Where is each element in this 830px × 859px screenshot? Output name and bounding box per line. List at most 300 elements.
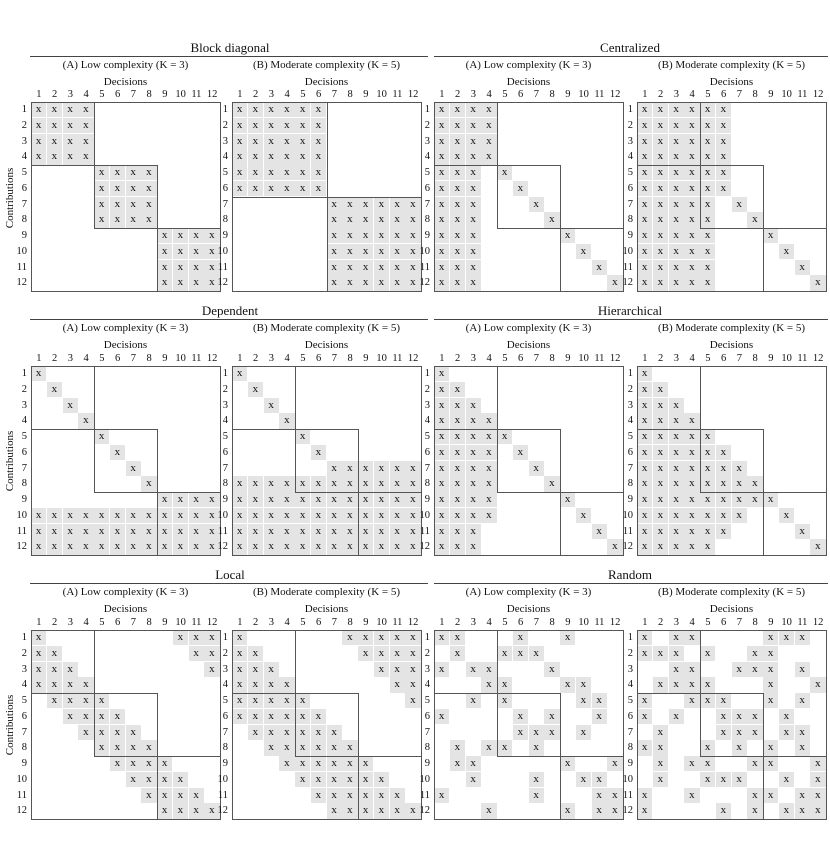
matrix-cell-x: x <box>466 228 481 243</box>
matrix-cell-x: x <box>141 524 156 539</box>
diagonal-block <box>434 102 498 166</box>
column-number: 11 <box>797 617 808 628</box>
matrix-cell-x: x <box>110 709 125 724</box>
column-number: 8 <box>146 89 152 100</box>
column-number: 3 <box>673 353 679 364</box>
matrix-cell-x: x <box>653 677 668 692</box>
column-number: 3 <box>67 353 73 364</box>
matrix-cell-x: x <box>390 461 405 476</box>
matrix-cell-x: x <box>684 788 699 803</box>
matrix-cell-x: x <box>434 197 449 212</box>
matrix-cell-x: x <box>466 476 481 491</box>
column-number: 4 <box>83 617 89 628</box>
column-number: 11 <box>797 89 808 100</box>
column-number: 11 <box>191 617 202 628</box>
matrix-cell-x: x <box>31 630 46 645</box>
matrix-cell-x: x <box>810 772 825 787</box>
matrix-cell-x: x <box>669 709 684 724</box>
matrix-cell-x: x <box>78 693 93 708</box>
matrix-cell-x: x <box>763 788 778 803</box>
row-number: 1 <box>627 104 633 115</box>
matrix-cell-x: x <box>637 228 652 243</box>
matrix-cell-x: x <box>434 134 449 149</box>
matrix-cell-x: x <box>434 429 449 444</box>
matrix-cell-x: x <box>173 630 188 645</box>
matrix-cell-x: x <box>405 476 420 491</box>
row-number: 4 <box>424 679 430 691</box>
matrix-cell-x: x <box>560 756 575 771</box>
group-title-dependent: Dependent <box>201 303 259 318</box>
matrix-cell-x: x <box>795 788 810 803</box>
matrix-cell-x: x <box>173 508 188 523</box>
matrix-cell-x: x <box>173 260 188 275</box>
diagonal-block <box>560 228 624 292</box>
matrix-cell-x: x <box>637 740 652 755</box>
matrix-cell-x: x <box>279 118 294 133</box>
column-number: 7 <box>533 89 539 100</box>
matrix-cell-x: x <box>47 508 62 523</box>
matrix-cell-x: x <box>700 165 715 180</box>
column-number: 9 <box>363 617 369 628</box>
matrix-cell-x: x <box>390 646 405 661</box>
matrix-cell-x: x <box>607 275 622 290</box>
matrix-cell-x: x <box>795 630 810 645</box>
column-number: 6 <box>721 617 727 628</box>
row-number: 9 <box>627 494 633 505</box>
matrix-cell-x: x <box>481 134 496 149</box>
row-number: 2 <box>424 119 430 131</box>
matrix-cell-x: x <box>248 646 263 661</box>
matrix-cell-x: x <box>264 539 279 554</box>
group-title-hierarchical: Hierarchical <box>597 303 663 318</box>
row-number: 10 <box>217 245 228 257</box>
matrix-cell-x: x <box>204 630 219 645</box>
matrix-cell-x: x <box>374 508 389 523</box>
matrix-cell-x: x <box>189 630 204 645</box>
column-number: 11 <box>392 353 403 364</box>
matrix-cell-x: x <box>592 524 607 539</box>
column-number: 2 <box>253 617 259 628</box>
matrix-cell-x: x <box>157 508 172 523</box>
row-number: 2 <box>222 383 228 395</box>
row-number: 8 <box>222 214 228 226</box>
matrix-cell-x: x <box>374 524 389 539</box>
column-number: 1 <box>237 353 243 364</box>
diagonal-block <box>232 630 296 694</box>
matrix-cell-x: x <box>747 212 762 227</box>
diagonal-block <box>358 492 422 556</box>
matrix-cell-x: x <box>157 539 172 554</box>
matrix-cell-x: x <box>810 677 825 692</box>
matrix-cell-x: x <box>390 212 405 227</box>
diagonal-block <box>232 102 328 198</box>
matrix-cell-x: x <box>63 693 78 708</box>
diagonal-block <box>94 429 158 493</box>
matrix-cell-x: x <box>450 508 465 523</box>
matrix-cell-x: x <box>63 709 78 724</box>
row-number: 12 <box>16 805 27 817</box>
matrix-cell-x: x <box>126 725 141 740</box>
matrix-cell-x: x <box>405 693 420 708</box>
matrix-cell-x: x <box>450 149 465 164</box>
row-number: 1 <box>222 104 228 115</box>
column-number: 5 <box>502 353 508 364</box>
matrix-cell-x: x <box>295 740 310 755</box>
matrix-cell-x: x <box>157 260 172 275</box>
matrix-cell-x: x <box>390 476 405 491</box>
matrix-cell-x: x <box>204 244 219 259</box>
column-number: 12 <box>609 89 621 100</box>
row-number: 6 <box>627 446 633 458</box>
matrix-cell-x: x <box>747 646 762 661</box>
matrix-cell-x: x <box>450 260 465 275</box>
matrix-cell-x: x <box>779 508 794 523</box>
matrix-cell-x: x <box>669 197 684 212</box>
row-number: 5 <box>424 695 430 706</box>
column-number: 8 <box>752 89 758 100</box>
matrix-cell-x: x <box>637 508 652 523</box>
matrix-cell-x: x <box>653 382 668 397</box>
matrix-cell-x: x <box>450 413 465 428</box>
row-number: 10 <box>622 773 633 785</box>
matrix-cell-x: x <box>637 461 652 476</box>
matrix-cell-x: x <box>248 181 263 196</box>
matrix-cell-x: x <box>700 445 715 460</box>
matrix-cell-x: x <box>481 413 496 428</box>
matrix-cell-x: x <box>189 275 204 290</box>
matrix-cell-x: x <box>173 539 188 554</box>
matrix-cell-x: x <box>63 398 78 413</box>
diagonal-block <box>434 366 498 430</box>
matrix-cell-x: x <box>390 788 405 803</box>
matrix-cell-x: x <box>653 413 668 428</box>
row-number: 10 <box>622 509 633 521</box>
matrix-cell-x: x <box>716 149 731 164</box>
row-number: 10 <box>217 773 228 785</box>
matrix-cell-x: x <box>232 492 247 507</box>
column-number: 8 <box>752 617 758 628</box>
matrix-cell-x: x <box>795 662 810 677</box>
row-number: 11 <box>419 261 430 273</box>
column-number: 3 <box>470 89 476 100</box>
matrix-cell-x: x <box>47 149 62 164</box>
matrix-cell-x: x <box>311 134 326 149</box>
matrix-cell-x: x <box>232 646 247 661</box>
matrix-cell-x: x <box>78 677 93 692</box>
matrix-cell-x: x <box>576 677 591 692</box>
matrix-cell-x: x <box>279 181 294 196</box>
matrix-cell-x: x <box>669 165 684 180</box>
row-number: 3 <box>222 663 228 675</box>
matrix-cell-x: x <box>653 118 668 133</box>
matrix-cell-x: x <box>637 539 652 554</box>
row-number: 9 <box>222 230 228 241</box>
matrix-cell-x: x <box>700 461 715 476</box>
diagonal-block <box>637 366 701 430</box>
matrix-cell-x: x <box>47 677 62 692</box>
diagonal-block <box>232 366 296 430</box>
matrix-cell-x: x <box>700 118 715 133</box>
x-axis-label-decisions: Decisions <box>304 603 349 615</box>
matrix-cell-x: x <box>637 788 652 803</box>
matrix-cell-x: x <box>94 539 109 554</box>
matrix-cell-x: x <box>653 740 668 755</box>
matrix-cell-x: x <box>434 102 449 117</box>
matrix-cell-x: x <box>434 413 449 428</box>
matrix-cell-x: x <box>110 740 125 755</box>
matrix-cell-x: x <box>810 539 825 554</box>
matrix-cell-x: x <box>248 677 263 692</box>
matrix-cell-x: x <box>232 134 247 149</box>
matrix-cell-x: x <box>700 508 715 523</box>
matrix-cell-x: x <box>264 181 279 196</box>
matrix-cell-x: x <box>466 461 481 476</box>
matrix-cell-x: x <box>529 725 544 740</box>
matrix-cell-x: x <box>732 492 747 507</box>
matrix-cell-x: x <box>669 134 684 149</box>
matrix-cell-x: x <box>358 630 373 645</box>
column-number: 2 <box>52 353 58 364</box>
matrix-cell-x: x <box>684 149 699 164</box>
matrix-cell-x: x <box>232 677 247 692</box>
column-number: 7 <box>331 617 337 628</box>
column-number: 5 <box>705 89 711 100</box>
matrix-cell-x: x <box>637 118 652 133</box>
matrix-cell-x: x <box>189 508 204 523</box>
row-number: 6 <box>424 710 430 722</box>
row-number: 1 <box>627 632 633 643</box>
matrix-cell-x: x <box>529 740 544 755</box>
matrix-cell-x: x <box>342 228 357 243</box>
matrix-cell-x: x <box>248 134 263 149</box>
matrix-cell-x: x <box>31 662 46 677</box>
matrix-cell-x: x <box>279 756 294 771</box>
x-axis-label-decisions: Decisions <box>304 76 349 88</box>
matrix-cell-x: x <box>390 197 405 212</box>
matrix-cell-x: x <box>110 181 125 196</box>
matrix-cell-x: x <box>390 275 405 290</box>
matrix-cell-x: x <box>434 539 449 554</box>
matrix-cell-x: x <box>358 508 373 523</box>
column-number: 3 <box>470 353 476 364</box>
matrix-cell-x: x <box>295 476 310 491</box>
row-number: 9 <box>424 230 430 241</box>
matrix-cell-x: x <box>94 165 109 180</box>
row-number: 5 <box>21 167 27 178</box>
matrix-cell-x: x <box>513 709 528 724</box>
matrix-cell-x: x <box>374 772 389 787</box>
column-number: 3 <box>673 89 679 100</box>
panel-title: (B) Moderate complexity (K = 5) <box>252 586 401 598</box>
matrix-cell-x: x <box>31 102 46 117</box>
matrix-cell-x: x <box>295 134 310 149</box>
matrix-cell-x: x <box>684 260 699 275</box>
row-number: 4 <box>222 415 228 427</box>
matrix-cell-x: x <box>311 492 326 507</box>
row-number: 2 <box>627 383 633 395</box>
matrix-cell-x: x <box>173 492 188 507</box>
matrix-cell-x: x <box>653 165 668 180</box>
matrix-cell-x: x <box>716 772 731 787</box>
column-number: 9 <box>565 617 571 628</box>
matrix-cell-x: x <box>232 630 247 645</box>
matrix-cell-x: x <box>374 244 389 259</box>
matrix-cell-x: x <box>279 508 294 523</box>
matrix-cell-x: x <box>716 445 731 460</box>
matrix-cell-x: x <box>763 662 778 677</box>
column-number: 12 <box>407 89 419 100</box>
matrix-cell-x: x <box>358 772 373 787</box>
matrix-cell-x: x <box>390 508 405 523</box>
matrix-cell-x: x <box>653 492 668 507</box>
matrix-cell-x: x <box>342 275 357 290</box>
matrix-cell-x: x <box>204 228 219 243</box>
matrix-cell-x: x <box>232 539 247 554</box>
column-number: 1 <box>237 617 243 628</box>
column-number: 5 <box>99 89 105 100</box>
matrix-cell-x: x <box>63 524 78 539</box>
matrix-cell-x: x <box>529 197 544 212</box>
row-number: 8 <box>222 742 228 754</box>
matrix-cell-x: x <box>390 539 405 554</box>
matrix-cell-x: x <box>157 492 172 507</box>
row-number: 3 <box>627 663 633 675</box>
matrix-cell-x: x <box>63 539 78 554</box>
matrix-cell-x: x <box>31 118 46 133</box>
matrix-cell-x: x <box>327 260 342 275</box>
matrix-cell-x: x <box>232 366 247 381</box>
matrix-cell-x: x <box>684 630 699 645</box>
row-number: 5 <box>424 431 430 442</box>
column-number: 12 <box>206 89 218 100</box>
matrix-cell-x: x <box>684 492 699 507</box>
matrix-cell-x: x <box>141 212 156 227</box>
diagonal-block <box>560 492 624 556</box>
matrix-cell-x: x <box>653 539 668 554</box>
matrix-cell-x: x <box>31 508 46 523</box>
matrix-cell-x: x <box>747 803 762 818</box>
column-number: 10 <box>376 353 387 364</box>
matrix-cell-x: x <box>405 630 420 645</box>
matrix-cell-x: x <box>173 788 188 803</box>
column-number: 6 <box>316 617 322 628</box>
column-number: 5 <box>502 617 508 628</box>
matrix-cell-x: x <box>31 134 46 149</box>
matrix-cell-x: x <box>204 492 219 507</box>
matrix-cell-x: x <box>94 429 109 444</box>
matrix-cell-x: x <box>810 788 825 803</box>
matrix-cell-x: x <box>248 476 263 491</box>
matrix-cell-x: x <box>279 539 294 554</box>
column-number: 9 <box>363 353 369 364</box>
matrix-cell-x: x <box>78 118 93 133</box>
matrix-cell-x: x <box>390 524 405 539</box>
matrix-cell-x: x <box>637 149 652 164</box>
matrix-cell-x: x <box>434 461 449 476</box>
diagonal-block <box>31 102 95 166</box>
row-number: 2 <box>222 119 228 131</box>
matrix-cell-x: x <box>327 492 342 507</box>
matrix-cell-x: x <box>466 662 481 677</box>
row-number: 9 <box>222 758 228 769</box>
row-number: 10 <box>419 245 430 257</box>
row-number: 6 <box>222 710 228 722</box>
matrix-cell-x: x <box>779 803 794 818</box>
matrix-cell-x: x <box>653 212 668 227</box>
matrix-cell-x: x <box>497 677 512 692</box>
row-number: 8 <box>21 742 27 754</box>
matrix-cell-x: x <box>700 181 715 196</box>
matrix-cell-x: x <box>141 740 156 755</box>
matrix-cell-x: x <box>466 212 481 227</box>
matrix-cell-x: x <box>342 524 357 539</box>
matrix-cell-x: x <box>47 646 62 661</box>
row-number: 8 <box>627 742 633 754</box>
matrix-cell-x: x <box>434 492 449 507</box>
row-number: 5 <box>627 167 633 178</box>
matrix-cell-x: x <box>94 740 109 755</box>
matrix-cell-x: x <box>466 118 481 133</box>
matrix-cell-x: x <box>189 228 204 243</box>
matrix-cell-x: x <box>358 197 373 212</box>
matrix-cell-x: x <box>342 197 357 212</box>
matrix-cell-x: x <box>295 524 310 539</box>
matrix-cell-x: x <box>264 492 279 507</box>
matrix-cell-x: x <box>110 445 125 460</box>
matrix-cell-x: x <box>637 244 652 259</box>
row-number: 6 <box>627 710 633 722</box>
matrix-cell-x: x <box>204 539 219 554</box>
matrix-cell-x: x <box>279 492 294 507</box>
matrix-cell-x: x <box>374 646 389 661</box>
matrix-cell-x: x <box>513 630 528 645</box>
matrix-cell-x: x <box>157 244 172 259</box>
row-number: 4 <box>424 415 430 427</box>
matrix-cell-x: x <box>110 539 125 554</box>
matrix-cell-x: x <box>466 134 481 149</box>
row-number: 5 <box>627 431 633 442</box>
matrix-cell-x: x <box>374 662 389 677</box>
matrix-cell-x: x <box>342 630 357 645</box>
matrix-cell-x: x <box>342 244 357 259</box>
matrix-cell-x: x <box>374 788 389 803</box>
matrix-cell-x: x <box>747 709 762 724</box>
matrix-cell-x: x <box>560 228 575 243</box>
matrix-cell-x: x <box>576 508 591 523</box>
matrix-cell-x: x <box>669 149 684 164</box>
row-number: 11 <box>16 789 27 801</box>
matrix-cell-x: x <box>434 662 449 677</box>
row-number: 9 <box>627 758 633 769</box>
matrix-cell-x: x <box>434 228 449 243</box>
matrix-cell-x: x <box>684 102 699 117</box>
matrix-cell-x: x <box>684 476 699 491</box>
matrix-cell-x: x <box>466 181 481 196</box>
diagonal-block <box>560 756 624 820</box>
diagonal-block <box>763 228 827 292</box>
matrix-cell-x: x <box>653 102 668 117</box>
matrix-cell-x: x <box>779 244 794 259</box>
matrix-cell-x: x <box>497 740 512 755</box>
row-number: 12 <box>217 805 228 817</box>
matrix-cell-x: x <box>450 740 465 755</box>
column-number: 1 <box>237 89 243 100</box>
matrix-cell-x: x <box>173 803 188 818</box>
row-number: 11 <box>622 261 633 273</box>
panel-title: (A) Low complexity (K = 3) <box>465 322 592 334</box>
matrix-cell-x: x <box>264 476 279 491</box>
matrix-cell-x: x <box>450 492 465 507</box>
